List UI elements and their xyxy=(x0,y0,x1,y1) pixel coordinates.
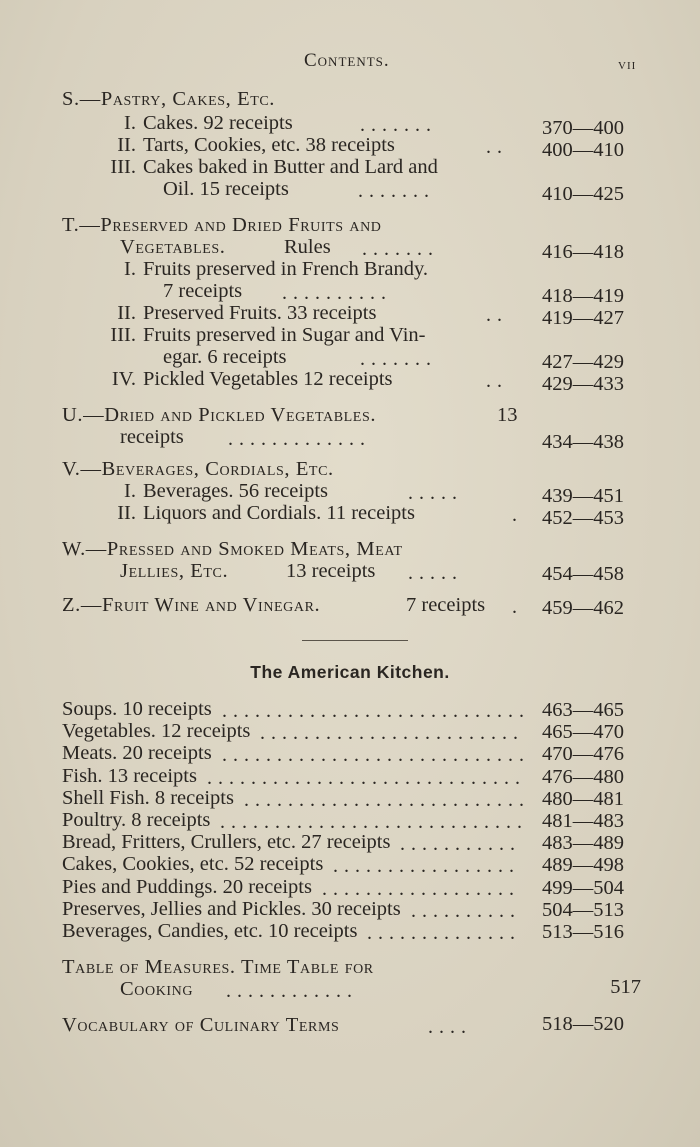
section-heading-z-tail: 7 receipts xyxy=(406,594,486,616)
dot-leader: ....... xyxy=(358,180,435,202)
item-text-continued: 7 receipts xyxy=(163,280,243,302)
dot-leader: ..... xyxy=(408,562,463,584)
dot-leader: ............................ xyxy=(222,700,530,722)
item-text: Cakes. 92 receipts xyxy=(143,112,293,134)
page-range: 370—400 xyxy=(542,117,624,139)
page-range: 470—476 xyxy=(542,743,624,765)
item-text: Fruits preserved in Sugar and Vin- xyxy=(143,324,426,346)
item-text: Cakes baked in Butter and Lard and xyxy=(143,156,438,178)
page-range: 419—427 xyxy=(542,307,624,329)
item-numeral: I. xyxy=(124,112,136,134)
page-range: 418—419 xyxy=(542,285,624,307)
page-range: 429—433 xyxy=(542,373,624,395)
page-number-entry: 517 xyxy=(610,976,641,998)
page-range: 480—481 xyxy=(542,788,624,810)
dot-leader: . xyxy=(512,596,523,618)
page-range: 518—520 xyxy=(542,1013,624,1035)
kitchen-item-text: Meats. 20 receipts xyxy=(62,742,212,764)
dot-leader: .. xyxy=(486,304,508,326)
page-range: 410—425 xyxy=(542,183,624,205)
item-numeral: IV. xyxy=(111,368,136,390)
page-range: 476—480 xyxy=(542,766,624,788)
kitchen-item-text: Bread, Fritters, Crullers, etc. 27 receipts xyxy=(62,831,391,853)
page-range: 481—483 xyxy=(542,810,624,832)
section-heading-u: U.—Dried and Pickled Vegetables. xyxy=(62,404,377,426)
item-numeral: I. xyxy=(124,258,136,280)
kitchen-item-text: Soups. 10 receipts xyxy=(62,698,212,720)
kitchen-item-text: Poultry. 8 receipts xyxy=(62,809,211,831)
item-text: Tarts, Cookies, etc. 38 receipts xyxy=(143,134,395,156)
dot-leader: ....... xyxy=(362,238,439,260)
section-heading-z: Z.—Fruit Wine and Vinegar. xyxy=(62,594,321,616)
page-range: 400—410 xyxy=(542,139,624,161)
section-heading-w-continued: Jellies, Etc. xyxy=(120,560,229,582)
kitchen-item-text: Vegetables. 12 receipts xyxy=(62,720,251,742)
dot-leader: . xyxy=(512,504,523,526)
dot-leader: ............ xyxy=(226,980,358,1002)
section-heading-s: S.—Pastry, Cakes, Etc. xyxy=(62,88,276,110)
page-range: 454—458 xyxy=(542,563,624,585)
item-text: Liquors and Cordials. 11 receipts xyxy=(143,502,415,524)
dot-leader: .. xyxy=(486,136,508,158)
page-number: vii xyxy=(618,56,637,73)
running-title: Contents. xyxy=(304,50,390,71)
vocabulary-heading: Vocabulary of Culinary Terms xyxy=(62,1014,340,1036)
dot-leader: ............................. xyxy=(207,767,526,789)
section-heading-t: T.—Preserved and Dried Fruits and xyxy=(62,214,382,236)
dot-leader: ............. xyxy=(228,428,371,450)
section-heading-u-tail: 13 xyxy=(497,404,518,426)
page-range: 427—429 xyxy=(542,351,624,373)
dot-leader: .............. xyxy=(367,922,521,944)
item-numeral: II. xyxy=(117,502,136,524)
page-range: 499—504 xyxy=(542,877,624,899)
item-text-continued: egar. 6 receipts xyxy=(163,346,287,368)
item-numeral: III. xyxy=(110,324,136,346)
dot-leader: ....... xyxy=(360,348,437,370)
kitchen-item-text: Pies and Puddings. 20 receipts xyxy=(62,876,312,898)
dot-leader: ..... xyxy=(408,482,463,504)
page-range: 513—516 xyxy=(542,921,624,943)
section-heading-w: W.—Pressed and Smoked Meats, Meat xyxy=(62,538,403,560)
item-text: Fruits preserved in French Brandy. xyxy=(143,258,429,280)
page-header xyxy=(0,50,700,76)
dot-leader: ........... xyxy=(400,833,521,855)
kitchen-item-text: Fish. 13 receipts xyxy=(62,765,197,787)
dot-leader: .......... xyxy=(411,900,521,922)
kitchen-item-text: Preserves, Jellies and Pickles. 30 receipts xyxy=(62,898,401,920)
table-of-measures-heading-continued: Cooking xyxy=(120,978,194,1000)
item-text: Preserved Fruits. 33 receipts xyxy=(143,302,377,324)
section-heading-t-tail: Rules xyxy=(284,236,331,258)
section-heading-v: V.—Beverages, Cordials, Etc. xyxy=(62,458,334,480)
page-range: 465—470 xyxy=(542,721,624,743)
dot-leader: .................. xyxy=(322,878,520,900)
section-divider xyxy=(302,640,408,641)
page-range: 483—489 xyxy=(542,832,624,854)
item-numeral: III. xyxy=(110,156,136,178)
section-heading-u-continued: receipts xyxy=(120,426,184,448)
item-numeral: I. xyxy=(124,480,136,502)
page-range: 489—498 xyxy=(542,854,624,876)
section-heading-w-tail: 13 receipts xyxy=(286,560,376,582)
item-text: Pickled Vegetables 12 receipts xyxy=(143,368,393,390)
page-range: 504—513 xyxy=(542,899,624,921)
dot-leader: ............................ xyxy=(222,744,530,766)
page-range: 459—462 xyxy=(542,597,624,619)
dot-leader: .......................... xyxy=(244,789,530,811)
dot-leader: .... xyxy=(428,1016,472,1038)
american-kitchen-heading: The American Kitchen. xyxy=(250,662,450,682)
kitchen-item-text: Shell Fish. 8 receipts xyxy=(62,787,234,809)
dot-leader: ............................ xyxy=(220,811,528,833)
item-numeral: II. xyxy=(117,302,136,324)
item-text-continued: Oil. 15 receipts xyxy=(163,178,289,200)
item-numeral: II. xyxy=(117,134,136,156)
dot-leader: .. xyxy=(486,370,508,392)
page-range: 463—465 xyxy=(542,699,624,721)
dot-leader: .......... xyxy=(282,282,392,304)
table-of-measures-heading: Table of Measures. Time Table for xyxy=(62,956,374,978)
kitchen-item-text: Beverages, Candies, etc. 10 receipts xyxy=(62,920,358,942)
dot-leader: ....... xyxy=(360,114,437,136)
dot-leader: ................. xyxy=(333,855,520,877)
dot-leader: ........................ xyxy=(260,722,524,744)
item-text: Beverages. 56 receipts xyxy=(143,480,328,502)
page-range: 416—418 xyxy=(542,241,624,263)
page-range: 434—438 xyxy=(542,431,624,453)
section-heading-t-continued: Vegetables. xyxy=(120,236,226,258)
page-range: 452—453 xyxy=(542,507,624,529)
page-range: 439—451 xyxy=(542,485,624,507)
kitchen-item-text: Cakes, Cookies, etc. 52 receipts xyxy=(62,853,324,875)
